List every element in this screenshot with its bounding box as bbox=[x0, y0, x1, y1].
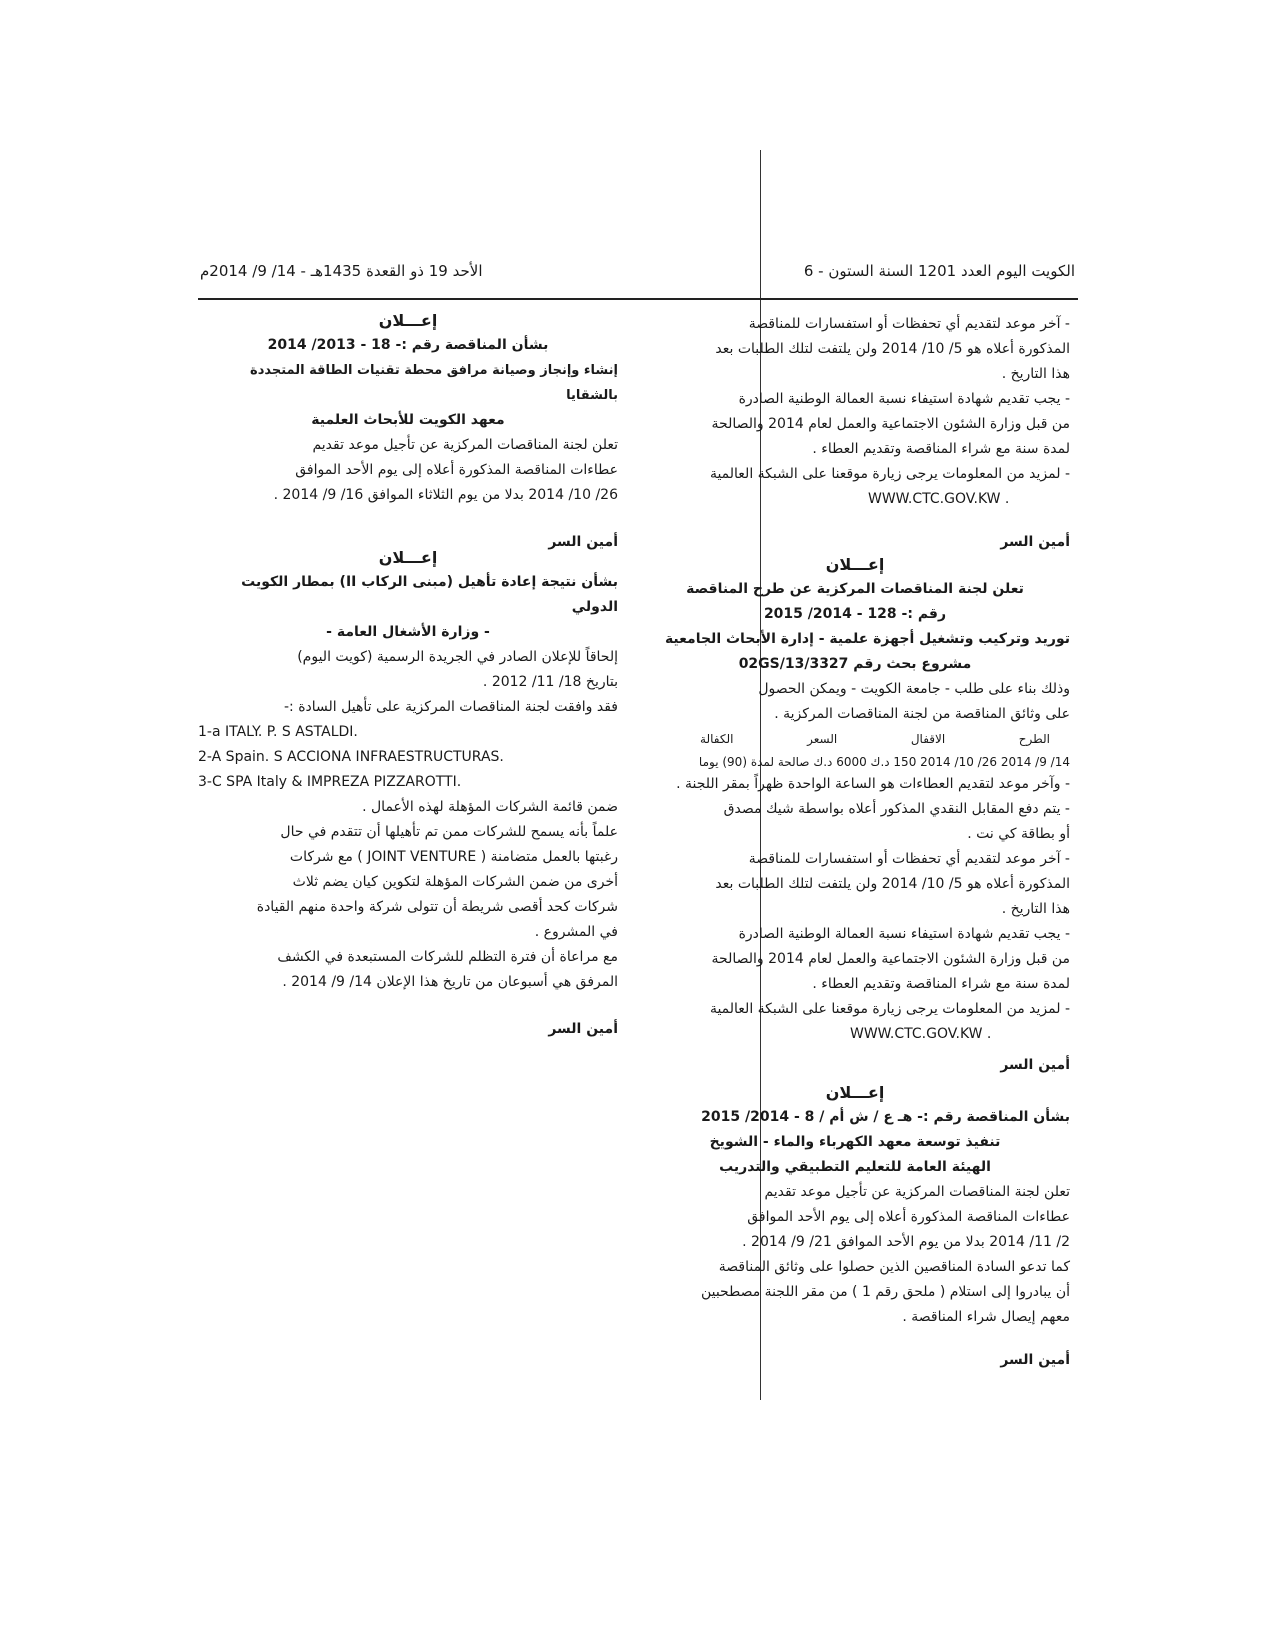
announcement-prequalification-result bbox=[198, 545, 618, 1042]
text-line: أو بطاقة كي نت . bbox=[967, 826, 1070, 842]
website-url: WWW.CTC.GOV.KW . bbox=[850, 1026, 992, 1042]
announcement-title: إعـــلان bbox=[825, 555, 885, 574]
text-line: هذا التاريخ . bbox=[1001, 366, 1070, 382]
text-line: من قبل وزارة الشئون الاجتماعية والعمل لعام 2014 والصالحة bbox=[711, 951, 1070, 967]
table-header: الطرح bbox=[1018, 732, 1050, 746]
announcement-tender-postponement bbox=[640, 1080, 1070, 1373]
announcement-title: إعـــلان bbox=[825, 1083, 885, 1102]
text-line: علماً بأنه يسمح للشركات ممن تم تأهيلها أن تتقدم في حال bbox=[280, 824, 618, 840]
announcement-title: إعـــلان bbox=[378, 311, 438, 330]
header-rule bbox=[198, 298, 1078, 300]
text-line: - لمزيد من المعلومات يرجى زيارة موقعنا على الشبكة العالمية bbox=[709, 466, 1070, 482]
text-line: تعلن لجنة المناقصات المركزية عن تأجيل موعد تقديم bbox=[764, 1184, 1070, 1200]
tender-table-headers bbox=[640, 727, 1070, 752]
signature: أمين السر bbox=[1000, 534, 1070, 550]
tender-authority: معهد الكويت للأبحاث العلمية bbox=[311, 412, 505, 428]
ministry-name: - وزارة الأشغال العامة - bbox=[326, 624, 490, 640]
text-line: بتاريخ 18/ 11/ 2012 . bbox=[482, 674, 618, 690]
text-line: لمدة سنة مع شراء المناقصة وتقديم العطاء . bbox=[812, 976, 1070, 992]
text-line: - وآخر موعد لتقديم العطاءات هو الساعة الواحدة ظهراً بمقر اللجنة . bbox=[676, 776, 1070, 792]
announcement-heading: بشأن نتيجة إعادة تأهيل (مبنى الركاب II) بمطار الكويت الدولي bbox=[241, 574, 618, 615]
tender-authority: الهيئة العامة للتعليم التطبيقي والتدريب bbox=[719, 1159, 991, 1175]
tender-subject: تنفيذ توسعة معهد الكهرباء والماء - الشويخ bbox=[709, 1134, 1001, 1150]
text-line: في المشروع . bbox=[534, 924, 618, 940]
tender-subject: إنشاء وإنجاز وصيانة مرافق محطة تقنيات الطاقة المتجددة بالشقايا bbox=[250, 363, 618, 403]
tender-number: بشأن المناقصة رقم :- هـ ع / ش أم / 8 - 2014/ 2015 bbox=[701, 1109, 1070, 1125]
text-line: على وثائق المناقصة من لجنة المناقصات المركزية . bbox=[774, 706, 1070, 722]
signature: أمين السر bbox=[1000, 1057, 1070, 1073]
text-line: لمدة سنة مع شراء المناقصة وتقديم العطاء . bbox=[812, 441, 1070, 457]
text-line: 2/ 11/ 2014 بدلا من يوم الأحد الموافق 21/ 9/ 2014 . bbox=[742, 1234, 1070, 1250]
text-line: المرفق هي أسبوعان من تاريخ هذا الإعلان 14/ 9/ 2014 . bbox=[282, 974, 618, 990]
text-line: فقد وافقت لجنة المناقصات المركزية على تأهيل السادة :- bbox=[284, 699, 618, 715]
tender-number: بشأن المناقصة رقم :- 18 - 2013/ 2014 bbox=[267, 337, 549, 353]
announcement-heading: تعلن لجنة المناقصات المركزية عن طرح المناقصة bbox=[686, 581, 1024, 597]
announcement-continued bbox=[640, 312, 1070, 555]
table-header: السعر bbox=[807, 732, 838, 746]
announcement-tender-18 bbox=[198, 308, 618, 555]
text-line: المذكورة أعلاه هو 5/ 10/ 2014 ولن يلتفت لتلك الطلبات بعد bbox=[715, 341, 1070, 357]
research-project-number: مشروع بحث رقم 02GS/13/3327 bbox=[738, 656, 972, 672]
text-line: هذا التاريخ . bbox=[1001, 901, 1070, 917]
text-line: - آخر موعد لتقديم أي تحفظات أو استفسارات للمناقصة bbox=[748, 851, 1070, 867]
text-line: تعلن لجنة المناقصات المركزية عن تأجيل موعد تقديم bbox=[312, 437, 618, 453]
text-line: - لمزيد من المعلومات يرجى زيارة موقعنا على الشبكة العالمية bbox=[709, 1001, 1070, 1017]
qualified-company: 2-A Spain. S ACCIONA INFRAESTRUCTURAS. bbox=[198, 749, 504, 765]
text-line: رغبتها بالعمل متضامنة ( JOINT VENTURE ) مع شركات bbox=[289, 849, 618, 865]
announcement-title: إعـــلان bbox=[378, 548, 438, 567]
text-line: المذكورة أعلاه هو 5/ 10/ 2014 ولن يلتفت لتلك الطلبات بعد bbox=[715, 876, 1070, 892]
text-line: أن يبادروا إلى استلام ( ملحق رقم 1 ) من مقر اللجنة مصطحبين bbox=[700, 1284, 1070, 1300]
qualified-company: 1-a ITALY. P. S ASTALDI. bbox=[198, 724, 358, 740]
signature: أمين السر bbox=[1000, 1352, 1070, 1368]
tender-subject: توريد وتركيب وتشغيل أجهزة علمية - إدارة الأبحاث الجامعية bbox=[664, 631, 1070, 647]
text-line: - يجب تقديم شهادة استيفاء نسبة العمالة الوطنية الصادرة bbox=[738, 926, 1070, 942]
text-line: ضمن قائمة الشركات المؤهلة لهذه الأعمال . bbox=[362, 799, 618, 815]
text-line: شركات كحد أقصى شريطة أن تتولى شركة واحدة منهم القيادة bbox=[256, 899, 618, 915]
text-line: أخرى من ضمن الشركات المؤهلة لتكوين كيان يضم ثلاث bbox=[292, 874, 618, 890]
text-line: - آخر موعد لتقديم أي تحفظات أو استفسارات للمناقصة bbox=[748, 316, 1070, 332]
text-line: إلحاقاً للإعلان الصادر في الجريدة الرسمية (كويت اليوم) bbox=[297, 649, 618, 665]
announcement-tender-128 bbox=[640, 552, 1070, 1078]
signature: أمين السر bbox=[548, 1021, 618, 1037]
table-header: الاقفال bbox=[910, 732, 946, 746]
page-header bbox=[200, 262, 1075, 292]
header-issue-info: الكويت اليوم العدد 1201 السنة الستون - 6 bbox=[803, 262, 1075, 280]
text-line: كما تدعو السادة المناقصين الذين حصلوا على وثائق المناقصة bbox=[718, 1259, 1070, 1275]
text-line: مع مراعاة أن فترة التظلم للشركات المستبعدة في الكشف bbox=[277, 949, 618, 965]
table-header: الكفالة bbox=[700, 732, 734, 746]
signature: أمين السر bbox=[548, 534, 618, 550]
website-url: WWW.CTC.GOV.KW . bbox=[868, 491, 1010, 507]
text-line: عطاءات المناقصة المذكورة أعلاه إلى يوم الأحد الموافق bbox=[747, 1209, 1070, 1225]
text-line: معهم إيصال شراء المناقصة . bbox=[902, 1309, 1070, 1325]
tender-table-values: 14/ 9/ 2014 26/ 10/ 2014 150 د.ك 6000 د.ك صالحة لمدة (90) يوما bbox=[698, 755, 1070, 769]
text-line: 26/ 10/ 2014 بدلا من يوم الثلاثاء الموافق 16/ 9/ 2014 . bbox=[273, 487, 618, 503]
header-date: الأحد 19 ذو القعدة 1435هـ - 14/ 9/ 2014م bbox=[200, 262, 483, 280]
text-line: عطاءات المناقصة المذكورة أعلاه إلى يوم الأحد الموافق bbox=[295, 462, 618, 478]
qualified-company: 3-C SPA Italy & IMPREZA PIZZAROTTI. bbox=[198, 774, 462, 790]
text-line: - يتم دفع المقابل النقدي المذكور أعلاه بواسطة شيك مصدق bbox=[723, 801, 1070, 817]
text-line: - يجب تقديم شهادة استيفاء نسبة العمالة الوطنية الصادرة bbox=[738, 391, 1070, 407]
text-line: من قبل وزارة الشئون الاجتماعية والعمل لعام 2014 والصالحة bbox=[711, 416, 1070, 432]
tender-number: رقم :- 128 - 2014/ 2015 bbox=[763, 606, 947, 622]
text-line: وذلك بناء على طلب - جامعة الكويت - ويمكن الحصول bbox=[758, 681, 1070, 697]
